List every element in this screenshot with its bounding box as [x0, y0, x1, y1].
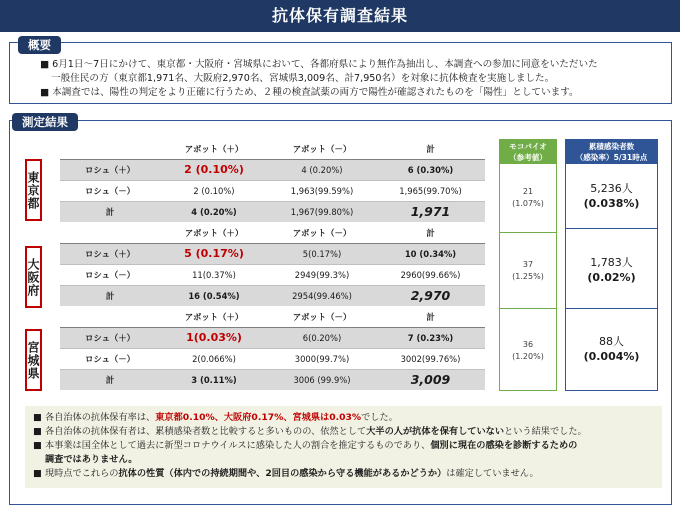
row-label: ロシュ（＋）: [60, 243, 160, 264]
note-2: ■ 各自治体の抗体保有者は、累積感染者数と比較すると多いものの、依然として大半の人が抗体を保有していないという結果でした。: [33, 426, 587, 437]
table-header-row: [60, 139, 485, 159]
note-3: ■ 本事業は国全体として過去に新型コロナウイルスに感染した人の割合を推定するものであり、個別に現在の感染を診断するための: [33, 440, 578, 451]
row-label: 計: [60, 285, 160, 306]
header-abbott-pos: アボット（＋）: [160, 223, 268, 243]
cell-value: 3002(99.76%): [376, 348, 485, 369]
cell-value: 3 (0.11%): [160, 369, 268, 390]
cell-total: 2,970: [376, 285, 485, 306]
cell-value: 5 (0.17%): [160, 243, 268, 264]
cumulative-osaka: 1,783人 (0.02%): [587, 256, 636, 284]
bullet-square-icon: ■: [33, 468, 42, 479]
cell-value: 3006 (99.9%): [268, 369, 376, 390]
monogram-divider: [500, 232, 556, 233]
pref-label-osaka: 大阪府: [25, 246, 42, 308]
cell-total: 1,971: [376, 201, 485, 222]
header-abbott-neg: アボット（－）: [268, 139, 376, 159]
overview-text: [40, 58, 650, 100]
cell-value: 6(0.20%): [268, 327, 376, 348]
table-row: [60, 327, 485, 348]
cell-value: 1,965(99.70%): [376, 180, 485, 201]
header-abbott-pos: アボット（＋）: [160, 139, 268, 159]
cumulative-divider: [566, 228, 657, 229]
results-tag: 測定結果: [12, 113, 78, 131]
cell-value: 5(0.17%): [268, 243, 376, 264]
cell-value: 16 (0.54%): [160, 285, 268, 306]
cell-value: 10 (0.34%): [376, 243, 485, 264]
cell-value: 6 (0.30%): [376, 159, 485, 180]
bullet-square-icon: ■: [33, 412, 42, 423]
table-row: [60, 243, 485, 264]
monogram-osaka: 37 (1.25%): [512, 260, 544, 281]
cell-value: 7 (0.23%): [376, 327, 485, 348]
notes-box: [25, 406, 662, 488]
cell-value: 2(0.066%): [160, 348, 268, 369]
bullet-square-icon: ■: [33, 440, 42, 451]
table-row: [60, 264, 485, 285]
row-label: ロシュ（－）: [60, 348, 160, 369]
cell-value: 2 (0.10%): [160, 180, 268, 201]
cell-value: 2949(99.3%): [268, 264, 376, 285]
monogram-miyagi: 36 (1.20%): [512, 340, 544, 361]
row-label: ロシュ（－）: [60, 180, 160, 201]
table-osaka: [60, 223, 485, 306]
table-row: [60, 180, 485, 201]
cumulative-tokyo: 5,236人 (0.038%): [583, 182, 640, 210]
monogram-divider: [500, 308, 556, 309]
row-label: ロシュ（－）: [60, 264, 160, 285]
overview-line-2: 一般住民の方（東京都1,971名、大阪府2,970名、宮城県3,009名、計7,950名）を対象に抗体検査を実施しました。: [51, 73, 555, 84]
cell-value: 1,963(99.59%): [268, 180, 376, 201]
cell-value: 4 (0.20%): [160, 201, 268, 222]
monogram-tokyo: 21 (1.07%): [512, 187, 544, 208]
page-title: 抗体保有調査結果: [0, 0, 680, 32]
row-label: ロシュ（＋）: [60, 327, 160, 348]
table-row: [60, 285, 485, 306]
note-4: ■ 現時点でこれらの抗体の性質（体内での持続期間や、2回目の感染から守る機能があるかどうか）は確定していません。: [33, 468, 539, 479]
table-header-row: [60, 307, 485, 327]
table-row: [60, 369, 485, 390]
note-3-continued: 調査ではありません。: [45, 454, 138, 465]
table-row: [60, 159, 485, 180]
table-row: [60, 348, 485, 369]
cell-value: 2954(99.46%): [268, 285, 376, 306]
row-label: ロシュ（＋）: [60, 159, 160, 180]
header-abbott-neg: アボット（－）: [268, 307, 376, 327]
cumulative-divider: [566, 308, 657, 309]
header-total: 計: [376, 139, 485, 159]
pref-label-miyagi: 宮城県: [25, 329, 42, 391]
header-abbott-neg: アボット（－）: [268, 223, 376, 243]
header-total: 計: [376, 307, 485, 327]
pref-label-tokyo: 東京都: [25, 159, 42, 221]
note-1: ■ 各自治体の抗体保有率は、東京都0.10%、大阪府0.17%、宮城県は0.03%でした。: [33, 412, 398, 423]
table-miyagi: [60, 307, 485, 390]
cell-value: 2 (0.10%): [160, 159, 268, 180]
cell-total: 3,009: [376, 369, 485, 390]
header-abbott-pos: アボット（＋）: [160, 307, 268, 327]
bullet-square-icon: ■: [33, 426, 42, 437]
cumulative-miyagi: 88人 (0.004%): [583, 335, 640, 363]
cell-value: 11(0.37%): [160, 264, 268, 285]
table-tokyo: [60, 139, 485, 222]
cumulative-header: 累積感染者数 （感染率）5/31時点: [565, 139, 658, 164]
header-total: 計: [376, 223, 485, 243]
overview-line-3: ■ 本調査では、陽性の判定をより正確に行うため、２種の検査試薬の両方で陽性が確認されたものを「陽性」としています。: [40, 87, 579, 98]
table-row: [60, 201, 485, 222]
row-label: 計: [60, 369, 160, 390]
cell-value: 2960(99.66%): [376, 264, 485, 285]
overview-tag: 概要: [18, 36, 61, 54]
row-label: 計: [60, 201, 160, 222]
cell-value: 3000(99.7%): [268, 348, 376, 369]
table-header-row: [60, 223, 485, 243]
cell-value: 1,967(99.80%): [268, 201, 376, 222]
monogram-header: モコバイオ （参考値）: [499, 139, 557, 164]
overview-line-1: ■ 6月1日～7日にかけて、東京都・大阪府・宮城県において、各都府県により無作為抽出し、本調査への参加に同意をいただいた: [40, 59, 598, 70]
cell-value: 4 (0.20%): [268, 159, 376, 180]
cell-value: 1(0.03%): [160, 327, 268, 348]
